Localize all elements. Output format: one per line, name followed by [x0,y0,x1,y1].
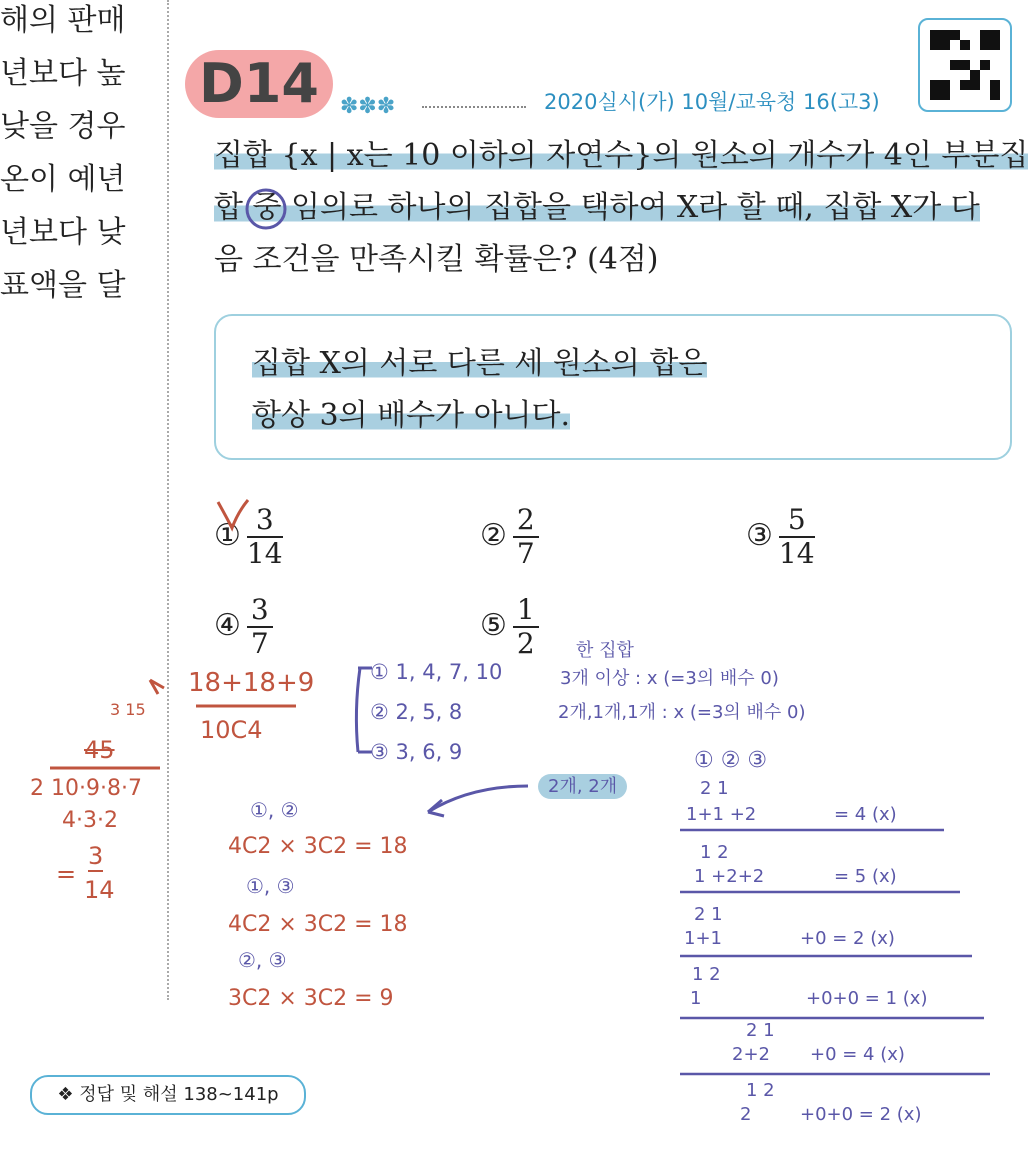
row-3-expr: 1+1 [684,928,722,949]
red-result-num: 3 [88,842,104,870]
row-1-expr: 1+1 +2 [686,804,757,825]
side-text-3: 낮을 경우 [0,109,126,144]
curve-arrow [428,786,528,812]
group-1: ① 1, 4, 7, 10 [370,660,503,684]
row-6-expr: 2 [740,1104,752,1125]
choice-2[interactable]: ② $\frac{2}{7}$ [480,504,539,570]
circle-mark-icon [247,190,285,228]
row-2-counts: 1 2 [700,842,729,863]
condition-line-2: 항상 3의 배수가 아니다. [252,398,571,433]
choice-3[interactable]: ③ $\frac{5}{14}$ [746,503,815,570]
row-5-counts: 2 1 [746,1020,775,1041]
note-2: 2개,1개,1개 : x (=3의 배수 0) [558,702,806,723]
case-2-calc: 4C2 × 3C2 = 18 [228,912,408,937]
case-1-calc: 4C2 × 3C2 = 18 [228,834,408,859]
check-mark-icon [218,500,248,528]
red-calc-bot: 4·3·2 [62,808,118,833]
answer-reference-badge[interactable]: ❖ 정답 및 해설 138~141p [30,1075,306,1115]
row-2-result: = 5 (x) [834,866,897,887]
choice-1[interactable]: ① $\frac{3}{14}$ [214,503,283,570]
red-denom: 10C4 [200,716,263,744]
question-line-3: 음 조건을 만족시킬 확률은? (4점) [214,242,659,277]
choice-5[interactable]: ⑤ $\frac{1}{2}$ [480,594,539,660]
row-5-expr: 2+2 [732,1044,770,1065]
row-6-counts: 1 2 [746,1080,775,1101]
arrow-left-icon [150,680,164,694]
table-head: ① ② ③ [694,748,768,773]
group-3: ③ 3, 6, 9 [370,740,463,764]
problem-source: 2020실시(가) 10월/교육청 16(고3) [544,90,880,114]
side-text-4: 온이 예년 [0,162,126,197]
condition-line-1: 집합 X의 서로 다른 세 원소의 합은 [252,346,708,381]
side-text-5: 년보다 낮 [0,215,126,250]
row-4-counts: 1 2 [692,964,721,985]
side-text-6: 표액을 달 [0,268,126,303]
case-1-selection: ①, ② [250,798,299,822]
group-2: ② 2, 5, 8 [370,700,463,724]
row-4-expr: 1 [690,988,702,1009]
red-result-den: 14 [84,876,115,904]
difficulty-stars: ✽✽✽ [340,94,396,119]
row-4-result: +0+0 = 1 (x) [806,988,928,1009]
row-5-result: +0 = 4 (x) [810,1044,905,1065]
red-calc-top: 45 [84,736,115,764]
red-sum: 18+18+9 [188,668,315,698]
row-2-expr: 1 +2+2 [694,866,765,887]
problem-number-badge: D14 [185,50,333,118]
row-6-result: +0+0 = 2 (x) [800,1104,922,1125]
choice-4[interactable]: ④ $\frac{3}{7}$ [214,594,273,660]
question-line-2: 합 중 임의로 하나의 집합을 택하여 X라 할 때, 집합 X가 다 [214,190,980,225]
row-3-result: +0 = 2 (x) [800,928,895,949]
row-1-result: = 4 (x) [834,804,897,825]
row-1-counts: 2 1 [700,778,729,799]
red-cancel: 3 15 [110,700,146,719]
side-text-2: 년보다 높 [0,56,126,91]
red-calc-mid: 2 10·9·8·7 [30,776,142,801]
note-1: 3개 이상 : x (=3의 배수 0) [560,668,779,689]
red-result-eq: = [56,860,77,888]
case-3-calc: 3C2 × 3C2 = 9 [228,986,394,1011]
case-3-selection: ②, ③ [238,948,287,972]
side-text-1: 해의 판매 [0,3,126,38]
note-title: 한 집합 [576,640,634,661]
case-2-selection: ①, ③ [246,874,295,898]
label-2-2: 2개, 2개 [538,772,627,798]
question-line-1: 집합 {x | x는 10 이하의 자연수}의 원소의 개수가 4인 부분집 [214,138,1029,173]
row-3-counts: 2 1 [694,904,723,925]
